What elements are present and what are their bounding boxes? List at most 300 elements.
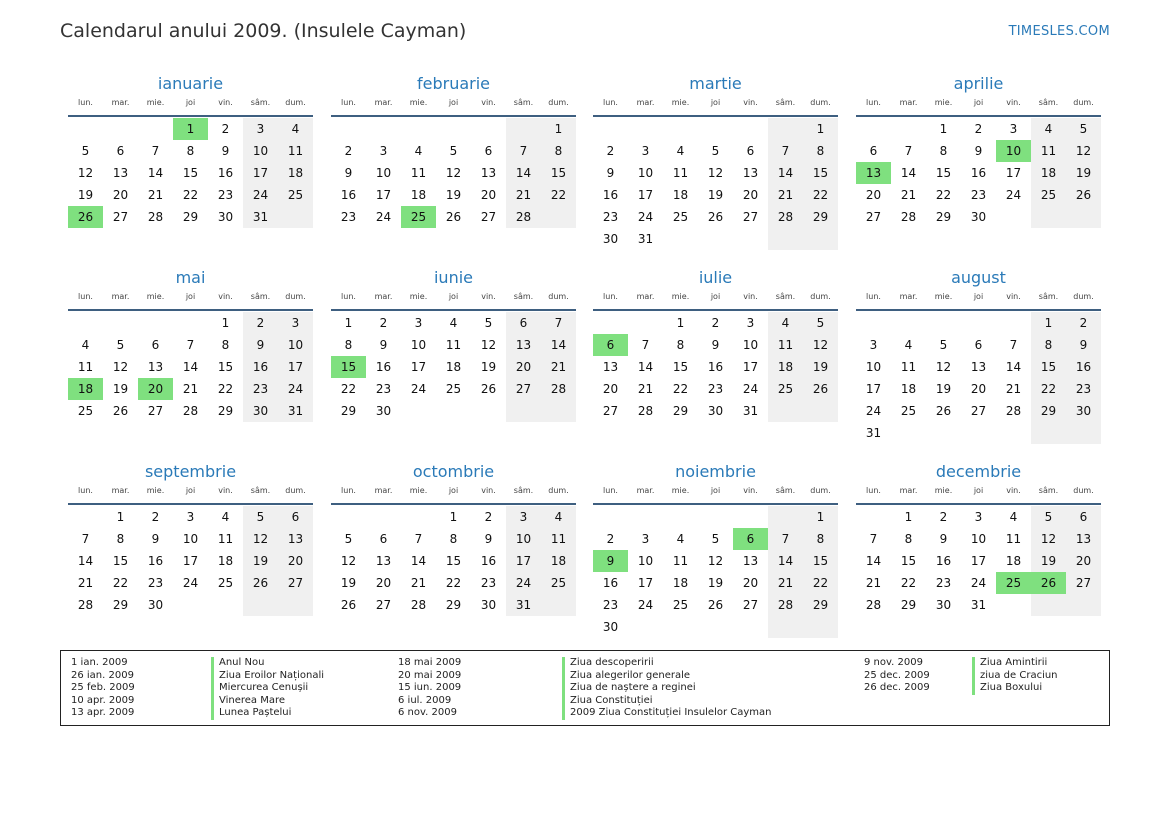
day-cell[interactable]: 21 (506, 184, 541, 206)
day-cell[interactable]: 23 (147, 576, 164, 590)
day-cell[interactable]: 11 (541, 528, 576, 550)
day-cell[interactable]: 2 (711, 316, 720, 330)
day-cell[interactable]: 16 (147, 554, 164, 568)
day-cell[interactable]: 20 (865, 188, 882, 202)
day-cell[interactable]: 15 (1031, 356, 1066, 378)
day-cell[interactable]: 5 (344, 532, 353, 546)
day-cell[interactable]: 1 (541, 118, 576, 140)
day-cell[interactable]: 20 (1066, 550, 1101, 572)
day-cell[interactable]: 16 (935, 554, 952, 568)
day-cell[interactable]: 29 (112, 598, 129, 612)
day-cell[interactable]: 13 (1066, 528, 1101, 550)
day-cell[interactable]: 7 (541, 312, 576, 334)
day-cell[interactable]: 3 (974, 510, 983, 524)
day-cell[interactable]: 21 (77, 576, 94, 590)
day-cell[interactable]: 30 (970, 210, 987, 224)
day-cell[interactable]: 25 (672, 598, 689, 612)
day-cell[interactable]: 12 (707, 166, 724, 180)
day-cell[interactable]: 4 (768, 312, 803, 334)
day-cell[interactable]: 4 (1009, 510, 1018, 524)
day-cell[interactable]: 15 (112, 554, 129, 568)
day-cell[interactable]: 16 (602, 576, 619, 590)
day-cell[interactable]: 7 (506, 140, 541, 162)
holiday-day-cell[interactable]: 13 (856, 162, 891, 184)
day-cell[interactable]: 2 (151, 510, 160, 524)
day-cell[interactable]: 1 (449, 510, 458, 524)
day-cell[interactable]: 26 (480, 382, 497, 396)
day-cell[interactable]: 26 (935, 404, 952, 418)
day-cell[interactable]: 3 (641, 532, 650, 546)
day-cell[interactable]: 27 (865, 210, 882, 224)
day-cell[interactable]: 17 (506, 550, 541, 572)
day-cell[interactable]: 23 (243, 378, 278, 400)
day-cell[interactable]: 12 (1066, 140, 1101, 162)
day-cell[interactable]: 12 (935, 360, 952, 374)
day-cell[interactable]: 1 (904, 510, 913, 524)
day-cell[interactable]: 7 (869, 532, 878, 546)
day-cell[interactable]: 1 (676, 316, 685, 330)
day-cell[interactable]: 15 (672, 360, 689, 374)
day-cell[interactable]: 21 (541, 356, 576, 378)
day-cell[interactable]: 13 (112, 166, 129, 180)
day-cell[interactable]: 6 (869, 144, 878, 158)
day-cell[interactable]: 24 (865, 404, 882, 418)
day-cell[interactable]: 19 (112, 382, 129, 396)
day-cell[interactable]: 20 (480, 188, 497, 202)
day-cell[interactable]: 26 (803, 378, 838, 400)
day-cell[interactable]: 12 (803, 334, 838, 356)
day-cell[interactable]: 11 (410, 166, 427, 180)
day-cell[interactable]: 26 (1066, 184, 1101, 206)
day-cell[interactable]: 26 (112, 404, 129, 418)
day-cell[interactable]: 30 (375, 404, 392, 418)
day-cell[interactable]: 11 (445, 338, 462, 352)
day-cell[interactable]: 27 (375, 598, 392, 612)
day-cell[interactable]: 20 (742, 576, 759, 590)
day-cell[interactable]: 13 (742, 554, 759, 568)
day-cell[interactable]: 22 (182, 188, 199, 202)
day-cell[interactable]: 18 (672, 576, 689, 590)
day-cell[interactable]: 22 (900, 576, 917, 590)
day-cell[interactable]: 26 (707, 210, 724, 224)
day-cell[interactable]: 31 (243, 206, 278, 228)
day-cell[interactable]: 16 (243, 356, 278, 378)
day-cell[interactable]: 6 (151, 338, 160, 352)
day-cell[interactable]: 15 (541, 162, 576, 184)
day-cell[interactable]: 5 (1031, 506, 1066, 528)
brand-link[interactable]: TIMESLES.COM (1008, 24, 1110, 39)
day-cell[interactable]: 1 (803, 118, 838, 140)
day-cell[interactable]: 22 (541, 184, 576, 206)
day-cell[interactable]: 19 (340, 576, 357, 590)
day-cell[interactable]: 11 (672, 554, 689, 568)
day-cell[interactable]: 19 (480, 360, 497, 374)
holiday-day-cell[interactable]: 26 (68, 206, 103, 228)
day-cell[interactable]: 22 (803, 184, 838, 206)
day-cell[interactable]: 28 (77, 598, 94, 612)
day-cell[interactable]: 28 (900, 210, 917, 224)
day-cell[interactable]: 8 (541, 140, 576, 162)
day-cell[interactable]: 26 (707, 598, 724, 612)
day-cell[interactable]: 18 (217, 554, 234, 568)
holiday-day-cell[interactable]: 10 (996, 140, 1031, 162)
day-cell[interactable]: 15 (900, 554, 917, 568)
day-cell[interactable]: 31 (278, 400, 313, 422)
day-cell[interactable]: 14 (506, 162, 541, 184)
day-cell[interactable]: 7 (81, 532, 90, 546)
day-cell[interactable]: 2 (606, 144, 615, 158)
day-cell[interactable]: 14 (147, 166, 164, 180)
holiday-day-cell[interactable]: 6 (733, 528, 768, 550)
holiday-day-cell[interactable]: 1 (173, 118, 208, 140)
day-cell[interactable]: 18 (445, 360, 462, 374)
day-cell[interactable]: 4 (676, 144, 685, 158)
day-cell[interactable]: 10 (243, 140, 278, 162)
day-cell[interactable]: 28 (637, 404, 654, 418)
day-cell[interactable]: 21 (410, 576, 427, 590)
day-cell[interactable]: 21 (768, 184, 803, 206)
day-cell[interactable]: 16 (1066, 356, 1101, 378)
day-cell[interactable]: 24 (970, 576, 987, 590)
day-cell[interactable]: 8 (449, 532, 458, 546)
day-cell[interactable]: 14 (182, 360, 199, 374)
day-cell[interactable]: 23 (707, 382, 724, 396)
day-cell[interactable]: 29 (803, 206, 838, 228)
day-cell[interactable]: 7 (186, 338, 195, 352)
day-cell[interactable]: 19 (707, 188, 724, 202)
day-cell[interactable]: 25 (541, 572, 576, 594)
day-cell[interactable]: 18 (410, 188, 427, 202)
day-cell[interactable]: 2 (606, 532, 615, 546)
day-cell[interactable]: 25 (1031, 184, 1066, 206)
day-cell[interactable]: 5 (711, 532, 720, 546)
day-cell[interactable]: 1 (939, 122, 948, 136)
day-cell[interactable]: 17 (637, 188, 654, 202)
day-cell[interactable]: 14 (900, 166, 917, 180)
day-cell[interactable]: 31 (865, 426, 882, 440)
day-cell[interactable]: 4 (904, 338, 913, 352)
day-cell[interactable]: 3 (379, 144, 388, 158)
day-cell[interactable]: 17 (375, 188, 392, 202)
day-cell[interactable]: 28 (506, 206, 541, 228)
day-cell[interactable]: 3 (641, 144, 650, 158)
day-cell[interactable]: 29 (340, 404, 357, 418)
day-cell[interactable]: 16 (970, 166, 987, 180)
day-cell[interactable]: 12 (445, 166, 462, 180)
day-cell[interactable]: 15 (217, 360, 234, 374)
day-cell[interactable]: 2 (344, 144, 353, 158)
day-cell[interactable]: 13 (970, 360, 987, 374)
day-cell[interactable]: 21 (900, 188, 917, 202)
day-cell[interactable]: 12 (480, 338, 497, 352)
day-cell[interactable]: 14 (768, 550, 803, 572)
day-cell[interactable]: 24 (1005, 188, 1022, 202)
day-cell[interactable]: 27 (1066, 572, 1101, 594)
day-cell[interactable]: 9 (484, 532, 493, 546)
day-cell[interactable]: 10 (637, 554, 654, 568)
day-cell[interactable]: 6 (484, 144, 493, 158)
day-cell[interactable]: 11 (672, 166, 689, 180)
day-cell[interactable]: 20 (742, 188, 759, 202)
day-cell[interactable]: 25 (900, 404, 917, 418)
day-cell[interactable]: 30 (217, 210, 234, 224)
day-cell[interactable]: 9 (974, 144, 983, 158)
day-cell[interactable]: 22 (1031, 378, 1066, 400)
holiday-day-cell[interactable]: 9 (593, 550, 628, 572)
day-cell[interactable]: 22 (935, 188, 952, 202)
day-cell[interactable]: 25 (445, 382, 462, 396)
day-cell[interactable]: 13 (375, 554, 392, 568)
day-cell[interactable]: 10 (278, 334, 313, 356)
day-cell[interactable]: 3 (746, 316, 755, 330)
day-cell[interactable]: 25 (768, 378, 803, 400)
day-cell[interactable]: 4 (541, 506, 576, 528)
day-cell[interactable]: 27 (112, 210, 129, 224)
day-cell[interactable]: 2 (379, 316, 388, 330)
day-cell[interactable]: 16 (340, 188, 357, 202)
day-cell[interactable]: 8 (344, 338, 353, 352)
day-cell[interactable]: 24 (182, 576, 199, 590)
day-cell[interactable]: 23 (217, 188, 234, 202)
day-cell[interactable]: 31 (742, 404, 759, 418)
day-cell[interactable]: 19 (1066, 162, 1101, 184)
day-cell[interactable]: 19 (707, 576, 724, 590)
day-cell[interactable]: 21 (182, 382, 199, 396)
day-cell[interactable]: 2 (974, 122, 983, 136)
day-cell[interactable]: 7 (414, 532, 423, 546)
day-cell[interactable]: 20 (112, 188, 129, 202)
day-cell[interactable]: 23 (480, 576, 497, 590)
day-cell[interactable]: 16 (602, 188, 619, 202)
day-cell[interactable]: 19 (1031, 550, 1066, 572)
day-cell[interactable]: 28 (865, 598, 882, 612)
day-cell[interactable]: 19 (935, 382, 952, 396)
day-cell[interactable]: 22 (445, 576, 462, 590)
day-cell[interactable]: 9 (151, 532, 160, 546)
day-cell[interactable]: 10 (410, 338, 427, 352)
day-cell[interactable]: 18 (768, 356, 803, 378)
day-cell[interactable]: 4 (221, 510, 230, 524)
day-cell[interactable]: 27 (147, 404, 164, 418)
day-cell[interactable]: 10 (506, 528, 541, 550)
day-cell[interactable]: 2 (939, 510, 948, 524)
day-cell[interactable]: 2 (484, 510, 493, 524)
day-cell[interactable]: 21 (637, 382, 654, 396)
day-cell[interactable]: 25 (278, 184, 313, 206)
day-cell[interactable]: 7 (904, 144, 913, 158)
day-cell[interactable]: 16 (707, 360, 724, 374)
day-cell[interactable]: 28 (768, 206, 803, 228)
day-cell[interactable]: 12 (1031, 528, 1066, 550)
day-cell[interactable]: 10 (182, 532, 199, 546)
day-cell[interactable]: 11 (278, 140, 313, 162)
day-cell[interactable]: 24 (506, 572, 541, 594)
day-cell[interactable]: 14 (410, 554, 427, 568)
day-cell[interactable]: 1 (116, 510, 125, 524)
day-cell[interactable]: 4 (81, 338, 90, 352)
day-cell[interactable]: 8 (803, 140, 838, 162)
day-cell[interactable]: 28 (541, 378, 576, 400)
day-cell[interactable]: 15 (445, 554, 462, 568)
day-cell[interactable]: 3 (506, 506, 541, 528)
day-cell[interactable]: 9 (243, 334, 278, 356)
day-cell[interactable]: 11 (1005, 532, 1022, 546)
day-cell[interactable]: 27 (742, 598, 759, 612)
day-cell[interactable]: 29 (935, 210, 952, 224)
day-cell[interactable]: 27 (278, 572, 313, 594)
holiday-day-cell[interactable]: 15 (331, 356, 366, 378)
day-cell[interactable]: 14 (637, 360, 654, 374)
day-cell[interactable]: 27 (742, 210, 759, 224)
holiday-day-cell[interactable]: 20 (138, 378, 173, 400)
day-cell[interactable]: 19 (803, 356, 838, 378)
day-cell[interactable]: 19 (445, 188, 462, 202)
day-cell[interactable]: 30 (602, 620, 619, 634)
day-cell[interactable]: 21 (865, 576, 882, 590)
day-cell[interactable]: 24 (243, 184, 278, 206)
day-cell[interactable]: 16 (480, 554, 497, 568)
day-cell[interactable]: 15 (182, 166, 199, 180)
day-cell[interactable]: 17 (278, 356, 313, 378)
day-cell[interactable]: 3 (414, 316, 423, 330)
day-cell[interactable]: 28 (147, 210, 164, 224)
day-cell[interactable]: 16 (217, 166, 234, 180)
day-cell[interactable]: 5 (243, 506, 278, 528)
day-cell[interactable]: 30 (602, 232, 619, 246)
day-cell[interactable]: 29 (672, 404, 689, 418)
day-cell[interactable]: 5 (711, 144, 720, 158)
day-cell[interactable]: 30 (935, 598, 952, 612)
day-cell[interactable]: 3 (1009, 122, 1018, 136)
holiday-day-cell[interactable]: 26 (1031, 572, 1066, 594)
day-cell[interactable]: 18 (278, 162, 313, 184)
day-cell[interactable]: 27 (970, 404, 987, 418)
day-cell[interactable]: 12 (77, 166, 94, 180)
day-cell[interactable]: 23 (1066, 378, 1101, 400)
day-cell[interactable]: 30 (707, 404, 724, 418)
day-cell[interactable]: 17 (865, 382, 882, 396)
day-cell[interactable]: 26 (243, 572, 278, 594)
day-cell[interactable]: 5 (484, 316, 493, 330)
day-cell[interactable]: 3 (869, 338, 878, 352)
day-cell[interactable]: 13 (742, 166, 759, 180)
day-cell[interactable]: 15 (803, 550, 838, 572)
day-cell[interactable]: 10 (637, 166, 654, 180)
day-cell[interactable]: 10 (375, 166, 392, 180)
day-cell[interactable]: 7 (768, 140, 803, 162)
day-cell[interactable]: 22 (217, 382, 234, 396)
day-cell[interactable]: 25 (77, 404, 94, 418)
day-cell[interactable]: 7 (151, 144, 160, 158)
day-cell[interactable]: 2 (221, 122, 230, 136)
day-cell[interactable]: 9 (1066, 334, 1101, 356)
day-cell[interactable]: 30 (243, 400, 278, 422)
day-cell[interactable]: 8 (1031, 334, 1066, 356)
day-cell[interactable]: 6 (116, 144, 125, 158)
day-cell[interactable]: 31 (637, 232, 654, 246)
day-cell[interactable]: 10 (865, 360, 882, 374)
day-cell[interactable]: 17 (182, 554, 199, 568)
day-cell[interactable]: 3 (278, 312, 313, 334)
day-cell[interactable]: 18 (541, 550, 576, 572)
day-cell[interactable]: 3 (243, 118, 278, 140)
day-cell[interactable]: 1 (803, 506, 838, 528)
day-cell[interactable]: 6 (974, 338, 983, 352)
day-cell[interactable]: 3 (186, 510, 195, 524)
day-cell[interactable]: 23 (602, 210, 619, 224)
day-cell[interactable]: 6 (506, 312, 541, 334)
day-cell[interactable]: 12 (112, 360, 129, 374)
day-cell[interactable]: 6 (379, 532, 388, 546)
day-cell[interactable]: 25 (672, 210, 689, 224)
day-cell[interactable]: 29 (445, 598, 462, 612)
day-cell[interactable]: 20 (602, 382, 619, 396)
day-cell[interactable]: 13 (147, 360, 164, 374)
day-cell[interactable]: 8 (116, 532, 125, 546)
day-cell[interactable]: 29 (1031, 400, 1066, 422)
day-cell[interactable]: 20 (970, 382, 987, 396)
day-cell[interactable]: 27 (506, 378, 541, 400)
day-cell[interactable]: 28 (768, 594, 803, 616)
day-cell[interactable]: 23 (935, 576, 952, 590)
day-cell[interactable]: 1 (344, 316, 353, 330)
day-cell[interactable]: 4 (676, 532, 685, 546)
day-cell[interactable]: 9 (379, 338, 388, 352)
day-cell[interactable]: 6 (278, 506, 313, 528)
day-cell[interactable]: 12 (707, 554, 724, 568)
day-cell[interactable]: 29 (900, 598, 917, 612)
day-cell[interactable]: 25 (217, 576, 234, 590)
day-cell[interactable]: 13 (602, 360, 619, 374)
day-cell[interactable]: 24 (637, 210, 654, 224)
day-cell[interactable]: 10 (742, 338, 759, 352)
day-cell[interactable]: 11 (768, 334, 803, 356)
holiday-day-cell[interactable]: 25 (996, 572, 1031, 594)
day-cell[interactable]: 14 (865, 554, 882, 568)
day-cell[interactable]: 31 (506, 594, 541, 616)
day-cell[interactable]: 9 (939, 532, 948, 546)
day-cell[interactable]: 22 (803, 572, 838, 594)
day-cell[interactable]: 22 (340, 382, 357, 396)
day-cell[interactable]: 8 (803, 528, 838, 550)
day-cell[interactable]: 17 (742, 360, 759, 374)
day-cell[interactable]: 7 (641, 338, 650, 352)
day-cell[interactable]: 5 (116, 338, 125, 352)
day-cell[interactable]: 14 (541, 334, 576, 356)
day-cell[interactable]: 15 (803, 162, 838, 184)
day-cell[interactable]: 9 (221, 144, 230, 158)
day-cell[interactable]: 1 (221, 316, 230, 330)
day-cell[interactable]: 11 (77, 360, 94, 374)
day-cell[interactable]: 11 (1031, 140, 1066, 162)
day-cell[interactable]: 8 (186, 144, 195, 158)
day-cell[interactable]: 30 (147, 598, 164, 612)
day-cell[interactable]: 9 (344, 166, 353, 180)
day-cell[interactable]: 24 (410, 382, 427, 396)
day-cell[interactable]: 18 (1005, 554, 1022, 568)
day-cell[interactable]: 17 (410, 360, 427, 374)
day-cell[interactable]: 24 (375, 210, 392, 224)
day-cell[interactable]: 30 (1066, 400, 1101, 422)
day-cell[interactable]: 9 (606, 166, 615, 180)
day-cell[interactable]: 13 (278, 528, 313, 550)
day-cell[interactable]: 19 (77, 188, 94, 202)
day-cell[interactable]: 29 (803, 594, 838, 616)
day-cell[interactable]: 17 (243, 162, 278, 184)
day-cell[interactable]: 28 (1005, 404, 1022, 418)
day-cell[interactable]: 2 (1066, 312, 1101, 334)
day-cell[interactable]: 14 (1005, 360, 1022, 374)
